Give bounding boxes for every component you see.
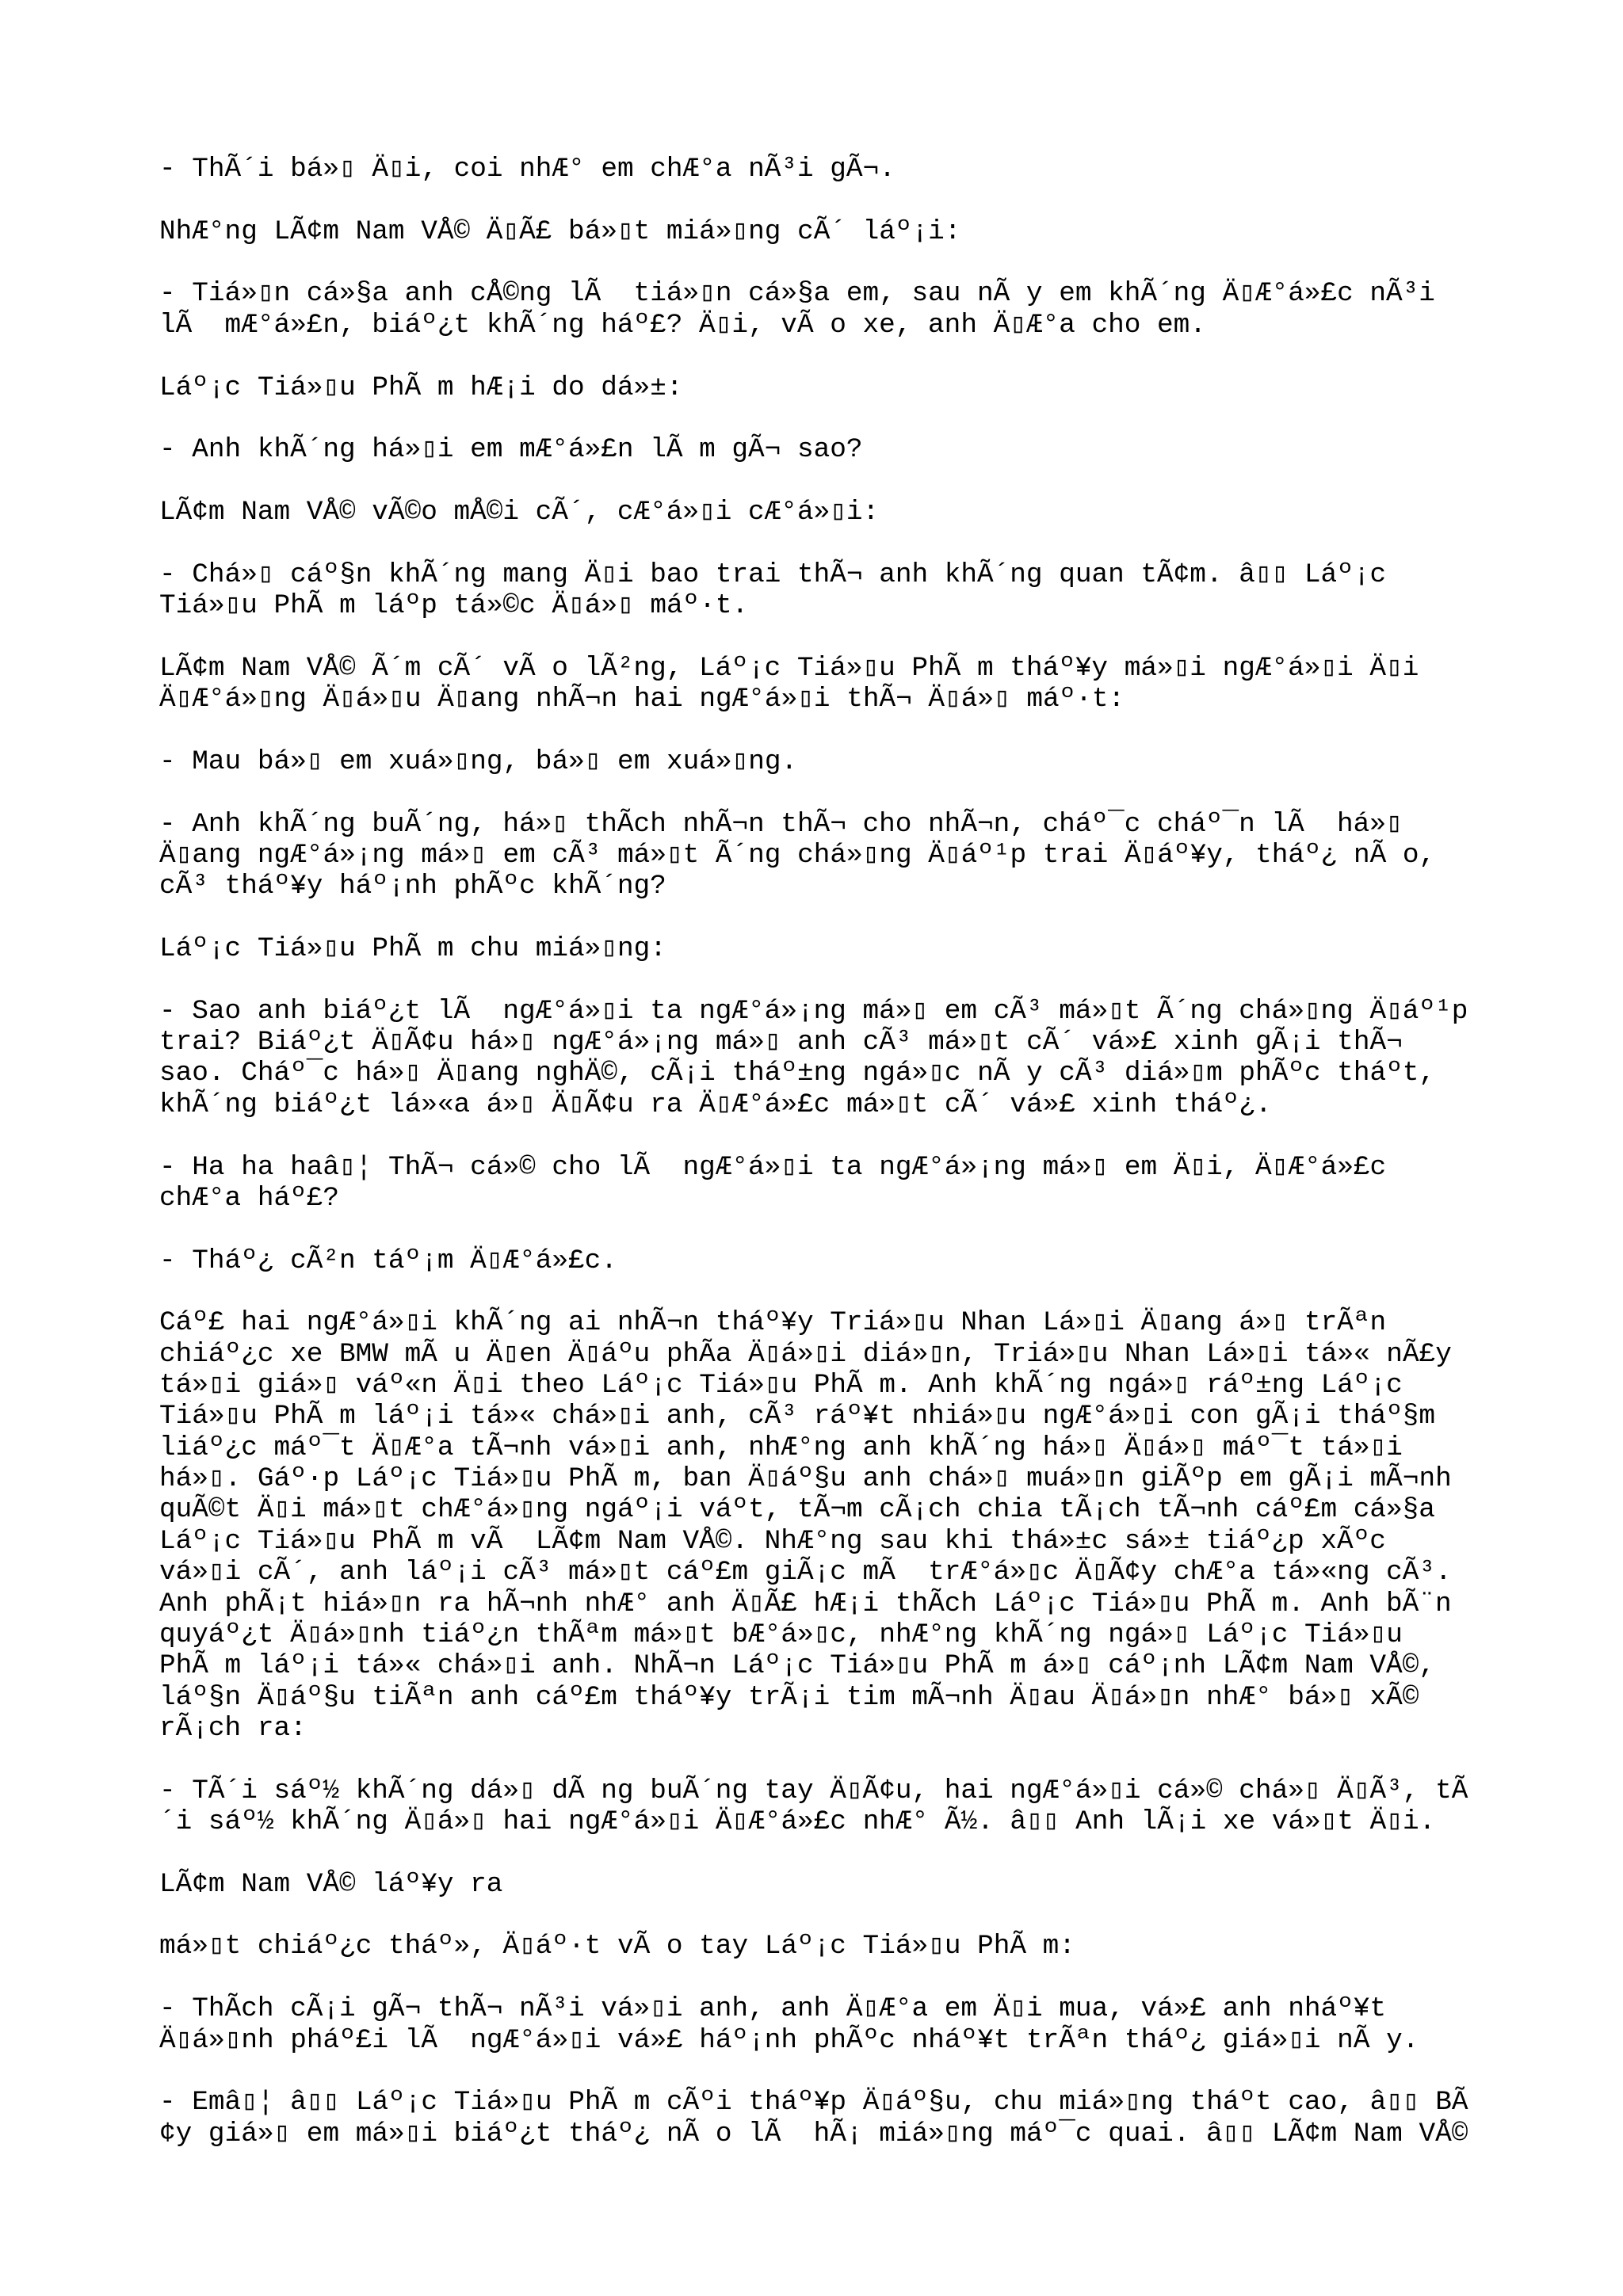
text-line: Ä▯Æ°á»▯ng Ä▯á»▯u Ä▯ang nhÃ¬n hai ngÆ°á»▯i thÃ¬ Ä▯á»▯ máº·t: [159,684,1125,715]
paragraph [159,933,1623,964]
text-line: chÆ°a háº£? [159,1182,340,1214]
text-line: - Emâ▯¦ â▯▯ Láº¡c Tiá»▯u PhÃ m cÃºi tháº¥p Ä▯áº§u, chu miá»▯ng tháºt cao, â▯▯ BÃ [159,2087,1468,2119]
text-line: - Mau bá»▯ em xuá»▯ng, bá»▯ em xuá»▯ng. [159,746,798,777]
text-line: - Chá»▯ cáº§n khÃ´ng mang Ä▯i bao trai thÃ¬ anh khÃ´ng quan tÃ¢m. â▯▯ Láº¡c [159,559,1387,590]
text-line: láº§n Ä▯áº§u tiÃªn anh cáº£m tháº¥y trÃ¡i tim mÃ¬nh Ä▯au Ä▯á»▯n nhÆ° bá»▯ xÃ© [159,1681,1419,1713]
text-line: ¢y giá»▯ em má»▯i biáº¿t tháº¿ nÃ o lÃ hÃ¡ miá»▯ng máº¯c quai. â▯▯ LÃ¢m Nam VÅ© [159,2118,1468,2149]
text-line: - Tháº¿ cÃ²n táº¡m Ä▯Æ°á»£c. [159,1245,617,1276]
paragraph [159,2087,1623,2149]
text-line: - ThÃch cÃ¡i gÃ¬ thÃ¬ nÃ³i vá»▯i anh, anh Ä▯Æ°a em Ä▯i mua, vá»£ anh nháº¥t [159,1993,1387,2025]
text-line: - Anh khÃ´ng há»▯i em mÆ°á»£n lÃ m gÃ¬ sao? [159,434,863,466]
text-line: - Ha ha haâ▯¦ ThÃ¬ cá»© cho lÃ ngÆ°á»▯i ta ngÆ°á»¡ng má»▯ em Ä▯i, Ä▯Æ°á»£c [159,1151,1387,1183]
text-line: Ä▯á»▯nh pháº£i lÃ ngÆ°á»▯i vá»£ háº¡nh phÃºc nháº¥t trÃªn tháº¿ giá»▯i nÃ y. [159,2024,1419,2056]
text-line: LÃ¢m Nam VÅ© láº¥y ra [159,1868,503,1900]
paragraph [159,746,1623,777]
paragraph [159,1931,1623,1962]
paragraph [159,996,1623,1120]
text-line: Tiá»▯u PhÃ m láº¡i tá»« chá»▯i anh, cÃ³ ráº¥t nhiá»▯u ngÆ°á»▯i con gÃ¡i tháº§m [159,1401,1436,1432]
paragraph [159,1152,1623,1215]
paragraph [159,809,1623,902]
text-line: liáº¿c máº¯t Ä▯Æ°a tÃ¬nh vá»▯i anh, nhÆ°ng anh khÃ´ng há»▯ Ä▯á»▯ máº¯t tá»▯i [159,1432,1403,1463]
text-line: Láº¡c Tiá»▯u PhÃ m vÃ LÃ¢m Nam VÅ©. NhÆ°ng sau khi thá»±c sá»± tiáº¿p xÃºc [159,1525,1386,1557]
paragraph [159,1869,1623,1900]
text-line: - ThÃ´i bá»▯ Ä▯i, coi nhÆ° em chÆ°a nÃ³i gÃ¬. [159,154,896,185]
text-line: cÃ³ tháº¥y háº¡nh phÃºc khÃ´ng? [159,871,666,902]
paragraph [159,278,1623,341]
text-line: vá»▯i cÃ´, anh láº¡i cÃ³ má»▯t cáº£m giÃ¡c mÃ trÆ°á»▯c Ä▯Ã¢y chÆ°a tá»«ng cÃ³. [159,1557,1452,1589]
text-line: LÃ¢m Nam VÅ© vÃ©o mÅ©i cÃ´, cÆ°á»▯i cÆ°á»▯i: [159,496,880,528]
paragraph [159,1993,1623,2056]
text-line: chiáº¿c xe BMW mÃ u Ä▯en Ä▯áºu phÃa Ä▯á»▯i diá»▯n, Triá»▯u Nhan Lá»▯i tá»« nÃ£y [159,1338,1452,1370]
text-line: LÃ¢m Nam VÅ© Ã´m cÃ´ vÃ o lÃ²ng, Láº¡c Tiá»▯u PhÃ m tháº¥y má»▯i ngÆ°á»▯i Ä▯i [159,652,1419,684]
text-line: quyáº¿t Ä▯á»▯nh tiáº¿n thÃªm má»▯t bÆ°á»▯c, nhÆ°ng khÃ´ng ngá»▯ Láº¡c Tiá»▯u [159,1619,1403,1650]
paragraph [159,559,1623,622]
text-line: ´i sáº½ khÃ´ng Ä▯á»▯ hai ngÆ°á»▯i Ä▯Æ°á»£c nhÆ° Ã½. â▯▯ Anh lÃ¡i xe vá»▯t Ä▯i. [159,1806,1436,1838]
paragraph [159,1775,1623,1838]
paragraph [159,154,1623,185]
paragraph [159,497,1623,528]
text-line: PhÃ m láº¡i tá»« chá»▯i anh. NhÃ¬n Láº¡c Tiá»▯u PhÃ m á»▯ cáº¡nh LÃ¢m Nam VÅ©, [159,1650,1435,1682]
paragraph [159,372,1623,403]
paragraph [159,653,1623,715]
text-line: - TÃ´i sáº½ khÃ´ng dá»▯ dÃ ng buÃ´ng tay Ä▯Ã¢u, hai ngÆ°á»▯i cá»© chá»▯ Ä▯Ã³, tÃ [159,1775,1468,1806]
text-line: má»▯t chiáº¿c tháº», Ä▯áº·t vÃ o tay Láº¡c Tiá»▯u PhÃ m: [159,1931,1075,1962]
text-line: - Sao anh biáº¿t lÃ ngÆ°á»▯i ta ngÆ°á»¡ng má»▯ em cÃ³ má»▯t Ã´ng chá»▯ng Ä▯áº¹p [159,995,1468,1027]
text-line: - Anh khÃ´ng buÃ´ng, há»▯ thÃch nhÃ¬n thÃ¬ cho nhÃ¬n, cháº¯c cháº¯n lÃ há»▯ [159,808,1403,840]
text-line: rÃ¡ch ra: [159,1712,307,1744]
text-line: lÃ mÆ°á»£n, biáº¿t khÃ´ng háº£? Ä▯i, vÃ o xe, anh Ä▯Æ°a cho em. [159,309,1206,341]
paragraph [159,1307,1623,1744]
text-line: sao. Cháº¯c há»▯ Ä▯ang nghÄ©, cÃ¡i tháº±ng ngá»▯c nÃ y cÃ³ diá»▯m phÃºc tháºt, [159,1058,1436,1089]
text-line: Ä▯ang ngÆ°á»¡ng má»▯ em cÃ³ má»▯t Ã´ng chá»▯ng Ä▯áº¹p trai Ä▯áº¥y, tháº¿ nÃ o, [159,839,1436,871]
text-line: - Tiá»▯n cá»§a anh cÅ©ng lÃ tiá»▯n cá»§a em, sau nÃ y em khÃ´ng Ä▯Æ°á»£c nÃ³i [159,278,1435,310]
text-line: Láº¡c Tiá»▯u PhÃ m chu miá»▯ng: [159,933,666,964]
text-line: NhÆ°ng LÃ¢m Nam VÅ© Ä▯Ã£ bá»▯t miá»▯ng cÃ´ láº¡i: [159,215,961,247]
text-line: Anh phÃ¡t hiá»▯n ra hÃ¬nh nhÆ° anh Ä▯Ã£ hÆ¡i thÃch Láº¡c Tiá»▯u PhÃ m. Anh bÃ¨n [159,1588,1452,1619]
paragraph [159,434,1623,465]
paragraph [159,1245,1623,1276]
text-line: Láº¡c Tiá»▯u PhÃ m hÆ¡i do dá»±: [159,372,683,403]
text-line: há»▯. Gáº·p Láº¡c Tiá»▯u PhÃ m, ban Ä▯áº§u anh chá»▯ muá»▯n giÃºp em gÃ¡i mÃ¬nh [159,1463,1452,1495]
text-line: trai? Biáº¿t Ä▯Ã¢u há»▯ ngÆ°á»¡ng má»▯ anh cÃ³ má»▯t cÃ´ vá»£ xinh gÃ¡i thÃ¬ [159,1027,1403,1058]
text-line: Cáº£ hai ngÆ°á»▯i khÃ´ng ai nhÃ¬n tháº¥y Triá»▯u Nhan Lá»▯i Ä▯ang á»▯ trÃªn [159,1307,1387,1339]
text-line: Tiá»▯u PhÃ m láºp tá»©c Ä▯á»▯ máº·t. [159,590,749,622]
text-line: khÃ´ng biáº¿t lá»«a á»▯ Ä▯Ã¢u ra Ä▯Æ°á»£c má»▯t cÃ´ vá»£ xinh tháº¿. [159,1089,1272,1120]
text-line: quÃ©t Ä▯i má»▯t chÆ°á»▯ng ngáº¡i váºt, tÃ¬m cÃ¡ch chia tÃ¡ch tÃ¬nh cáº£m cá»§a [159,1494,1435,1526]
paragraph [159,216,1623,247]
text-line: tá»▯i giá»▯ váº«n Ä▯i theo Láº¡c Tiá»▯u PhÃ m. Anh khÃ´ng ngá»▯ ráº±ng Láº¡c [159,1370,1403,1402]
